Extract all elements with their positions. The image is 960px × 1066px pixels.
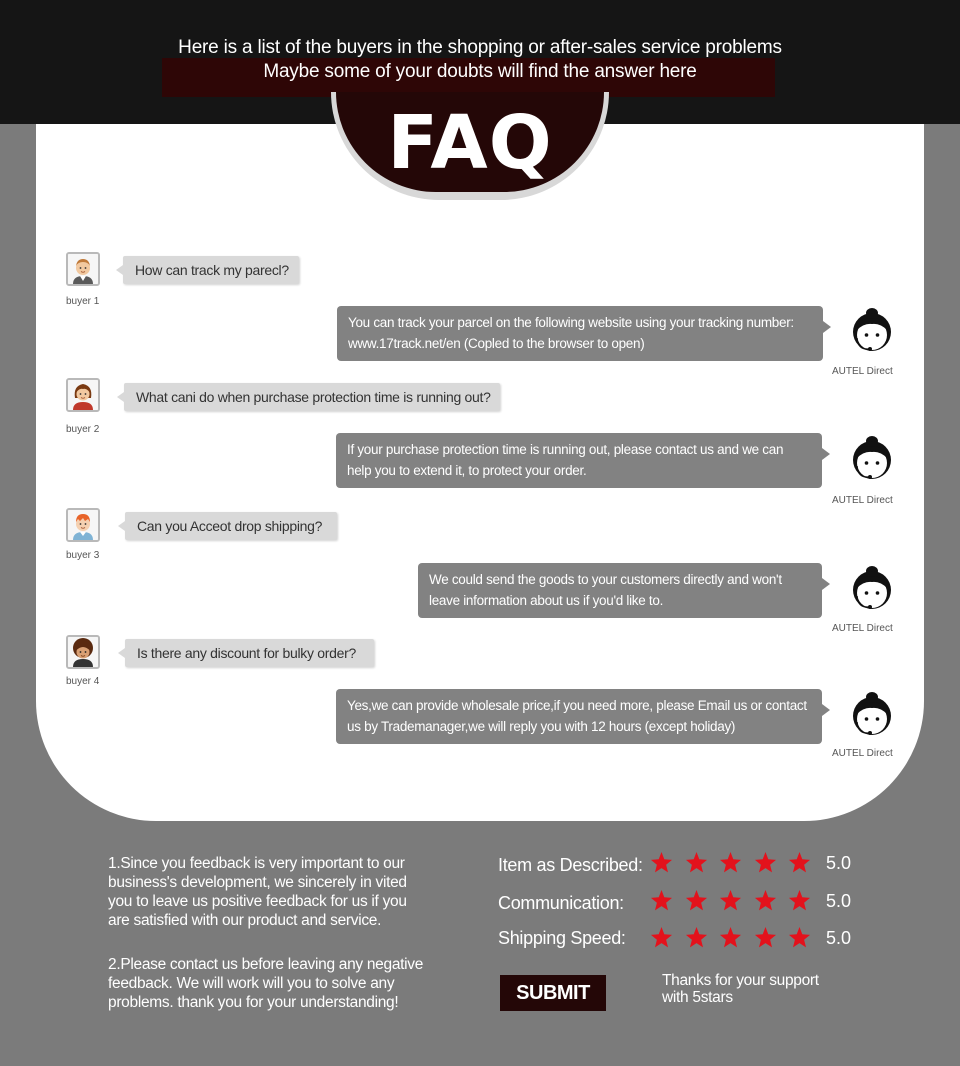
thanks-line: Thanks for your support — [662, 972, 819, 989]
feedback-note-2-line: 2.Please contact us before leaving any negative — [108, 956, 424, 973]
buyer-4-question: Is there any discount for bulky order? — [125, 639, 374, 667]
rating-score-shipping-speed: 5.0 — [826, 928, 852, 948]
answer-3-line-1: We could send the goods to your customers directly and won't — [429, 572, 782, 587]
feedback-note-1-line: 1.Since you feedback is very important to our — [108, 855, 405, 872]
buyer-4-avatar — [66, 635, 100, 669]
star-icon[interactable] — [650, 926, 673, 949]
star-icon[interactable] — [685, 851, 708, 874]
star-icon[interactable] — [719, 851, 742, 874]
support-agent-icon — [848, 690, 896, 742]
answer-4-line-2: us by Trademanager,we will reply you with 12 hours (except holiday) — [347, 719, 736, 734]
thanks-line: with 5stars — [662, 989, 733, 1006]
agent-1-name: AUTEL Direct — [832, 366, 893, 377]
rating-label-shipping-speed: Shipping Speed: — [498, 928, 626, 948]
buyer-3-question: Can you Acceot drop shipping? — [125, 512, 337, 540]
submit-button[interactable]: SUBMIT — [500, 975, 606, 1011]
star-icon[interactable] — [650, 889, 673, 912]
buyer-2-question: What cani do when purchase protection time is running out? — [124, 383, 500, 411]
star-icon[interactable] — [788, 926, 811, 949]
buyer-4-name: buyer 4 — [66, 676, 100, 687]
buyer-3-name: buyer 3 — [66, 550, 100, 561]
answer-2-line-1: If your purchase protection time is running out, please contact us and we can — [347, 442, 784, 457]
rating-label-item-described: Item as Described: — [498, 855, 643, 875]
buyer-1-avatar — [66, 252, 100, 286]
star-icon[interactable] — [788, 889, 811, 912]
agent-2-name: AUTEL Direct — [832, 495, 893, 506]
star-icon[interactable] — [650, 851, 673, 874]
answer-2-line-2: help you to extend it, to protect your order. — [347, 463, 587, 478]
support-agent-icon — [848, 564, 896, 616]
agent-3-name: AUTEL Direct — [832, 623, 893, 634]
buyer-3-avatar — [66, 508, 100, 542]
support-agent-icon — [848, 434, 896, 486]
star-icon[interactable] — [754, 851, 777, 874]
feedback-note-2-line: feedback. We will work will you to solve any — [108, 975, 395, 992]
answer-1-line-2: www.17track.net/en (Copled to the browser to open) — [348, 336, 645, 351]
feedback-note-2-line: problems. thank you for your understanding! — [108, 994, 399, 1011]
rating-label-communication: Communication: — [498, 893, 624, 913]
answer-1-line-1: You can track your parcel on the following website using your tracking number: — [348, 315, 794, 330]
header-line-2: Maybe some of your doubts will find the answer here — [263, 61, 697, 82]
star-icon[interactable] — [754, 926, 777, 949]
feedback-note-2 — [108, 955, 423, 1012]
answer-1-bubble — [337, 306, 823, 361]
feedback-note-1-line: are satisfied with our product and service. — [108, 912, 382, 929]
star-icon[interactable] — [685, 889, 708, 912]
buyer-1-name: buyer 1 — [66, 296, 100, 307]
thanks-text — [662, 972, 819, 1006]
star-icon[interactable] — [719, 926, 742, 949]
agent-4-name: AUTEL Direct — [832, 748, 893, 759]
feedback-note-1-line: business's development, we sincerely in vited — [108, 874, 407, 891]
faq-title: FAQ — [387, 100, 553, 186]
buyer-1-question: How can track my parecl? — [123, 256, 299, 284]
rating-score-item-described: 5.0 — [826, 853, 852, 873]
header-line-1: Here is a list of the buyers in the shopping or after-sales service problems — [178, 37, 782, 58]
answer-2-bubble — [336, 433, 822, 488]
feedback-note-1-line: you to leave us positive feedback for us if you — [108, 893, 407, 910]
star-icon[interactable] — [788, 851, 811, 874]
answer-3-line-2: leave information about us if you'd like to. — [429, 593, 664, 608]
star-icon[interactable] — [685, 926, 708, 949]
feedback-note-1 — [108, 854, 407, 930]
star-icon[interactable] — [754, 889, 777, 912]
rating-score-communication: 5.0 — [826, 891, 852, 911]
buyer-2-avatar — [66, 378, 100, 412]
star-icon[interactable] — [719, 889, 742, 912]
answer-3-bubble — [418, 563, 822, 618]
answer-4-line-1: Yes,we can provide wholesale price,if you need more, please Email us or contact — [347, 698, 807, 713]
buyer-2-name: buyer 2 — [66, 424, 100, 435]
support-agent-icon — [848, 306, 896, 358]
answer-4-bubble — [336, 689, 822, 744]
